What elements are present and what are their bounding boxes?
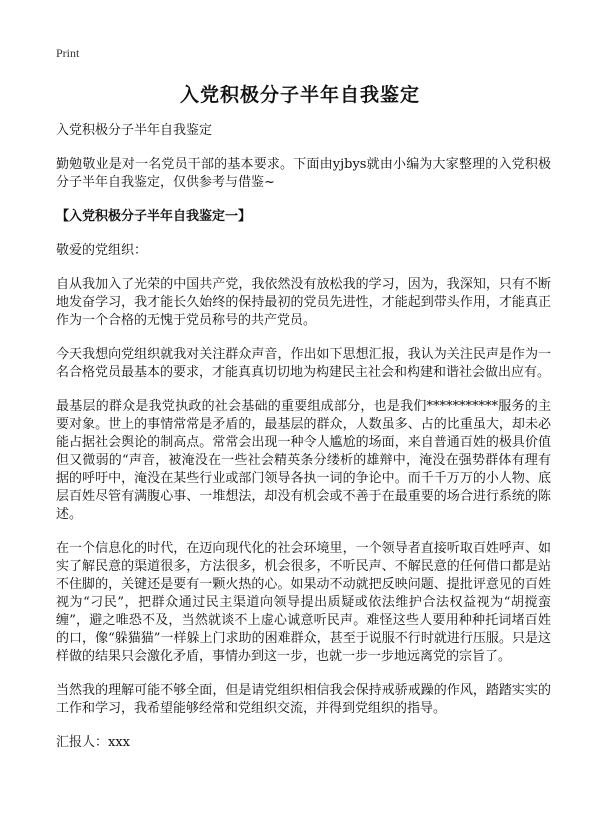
body-paragraph: 在一个信息化的时代，在迈向现代化的社会环境里，一个领导者直接听取百姓呼声、如实了解民意的渠道很多，方法很多，机会很多，不听民声、不解民意的任何借口都是站不住脚的，关键还是要有一颗火热的心。如果动不动就把反映问题、提批评意见的百姓视为“刁民”，把群众通过民主渠道向领导提出质疑或依法维护合法权益视为“胡搅蛮缠”，避之唯恐不及，当然就谈不上虚心诚意听民声。难怪这些人要用种种托词堵百姓的口，像“躲猫猫”一样躲上门求助的困难群众，甚至于说服不行时就进行压服。只是这样做的结果只会激化矛盾，事情办到这一步，也就一步一步地远离党的宗旨了。 xyxy=(56,541,551,664)
signature: 汇报人：xxx xyxy=(56,735,130,750)
document-subtitle: 入党积极分子半年自我鉴定 xyxy=(56,123,213,138)
body-paragraph: 最基层的群众是我党执政的社会基础的重要组成部分，也是我们***********服务的主要对象。世上的事情常常是矛盾的，最基层的群众，人数虽多、占的比重虽大，却未必能占据社会舆论的制高点。常常会出现一种令人尴尬的场面，来自普通百姓的极具价值但又微弱的“声音，被淹没在一些社会精英条分缕析的雄辩中，淹没在强势群体有理有据的呼吁中，淹没在某些行业或部门领导各执一词的争论中。而千千万万的小人物、底层百姓尽管有满腹心事、一堆想法，却没有机会或不善于在最重要的场合进行系统的陈述。 xyxy=(56,399,551,522)
document-body xyxy=(56,122,551,768)
intro-paragraph: 勤勉敬业是对一名党员干部的基本要求。下面由yjbys就由小编为大家整理的入党积极分子半年自我鉴定，仅供参考与借鉴~ xyxy=(56,157,551,190)
document-title: 入党积极分子半年自我鉴定 xyxy=(179,84,420,106)
salutation: 敬爱的党组织： xyxy=(56,243,148,258)
body-paragraph: 当然我的理解可能不够全面，但是请党组织相信我会保持戒骄戒躁的作风，踏踏实实的工作和学习，我希望能够经常和党组织交流，并得到党组织的指导。 xyxy=(56,683,551,716)
body-paragraph: 自从我加入了光荣的中国共产党，我依然没有放松我的学习，因为，我深知，只有不断地发奋学习，我才能长久始终的保持最初的党员先进性，才能起到带头作用，才能真正作为一个合格的无愧于党员称号的共产党员。 xyxy=(56,277,551,328)
body-paragraph: 今天我想向党组织就我对关注群众声音，作出如下思想汇报，我认为关注民声是作为一名合格党员最基本的要求，才能真真切切地为构建民主社会和构建和谐社会做出应有。 xyxy=(56,347,551,380)
section-heading: 【入党积极分子半年自我鉴定一】 xyxy=(56,209,252,224)
print-label: Print xyxy=(56,46,80,60)
